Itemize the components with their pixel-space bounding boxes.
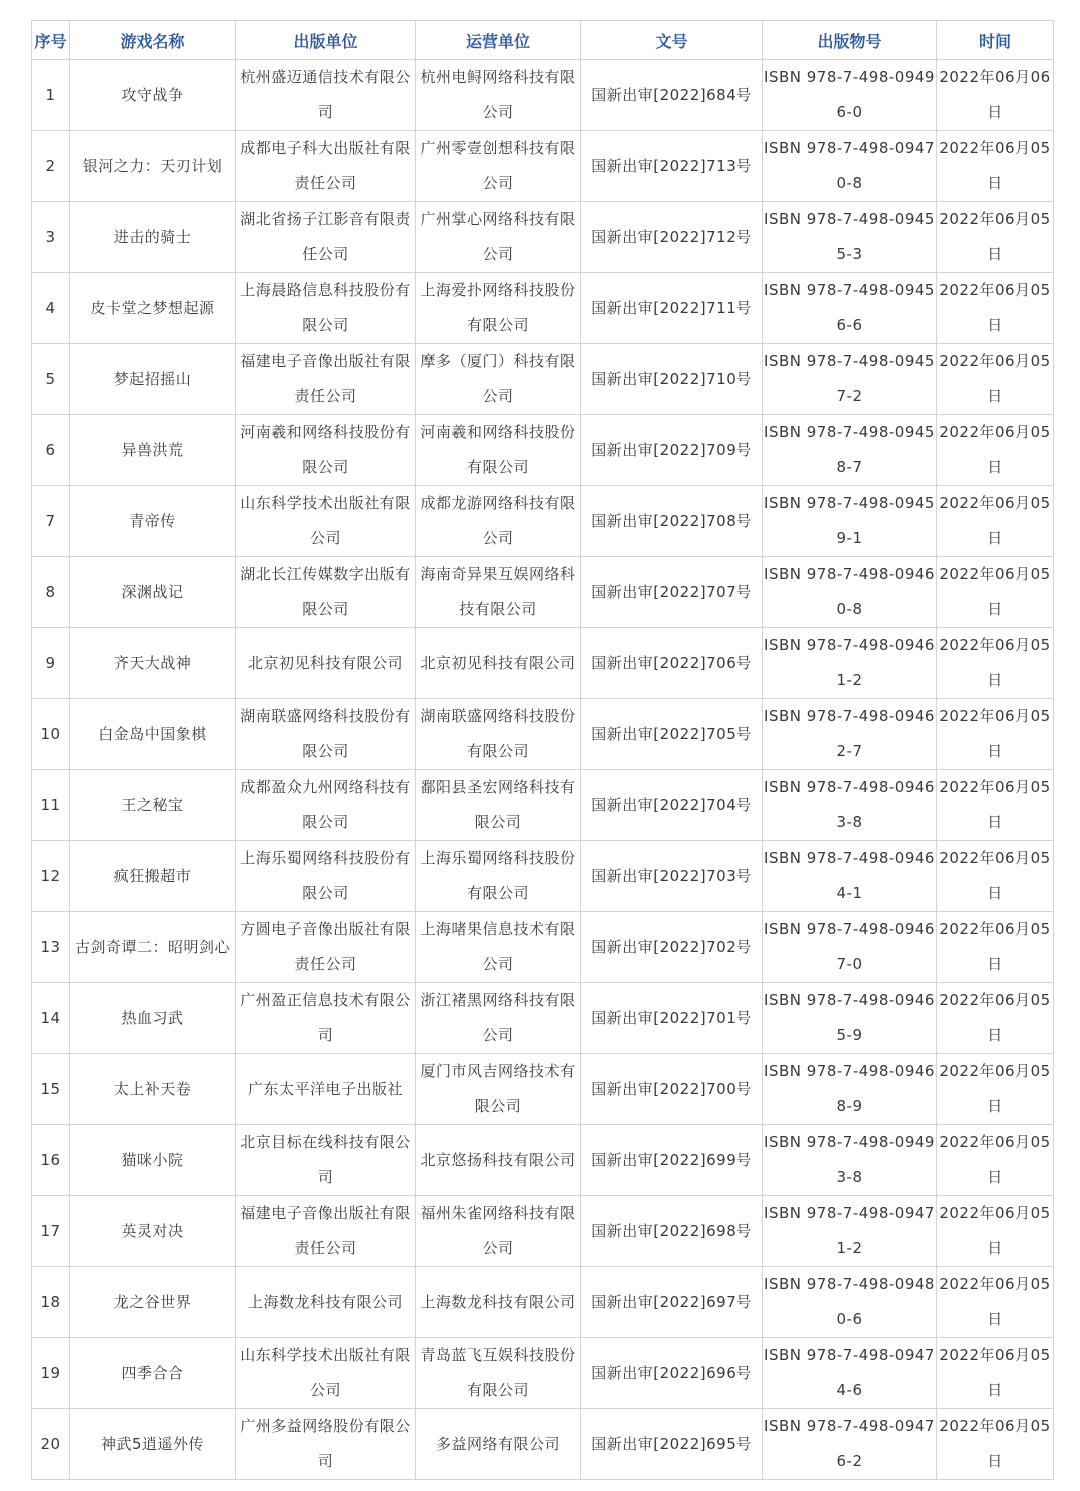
header-date: 时间 bbox=[937, 21, 1054, 60]
cell-index: 15 bbox=[32, 1054, 70, 1125]
cell-operator: 北京悠扬科技有限公司 bbox=[416, 1125, 581, 1196]
cell-operator: 多益网络有限公司 bbox=[416, 1409, 581, 1480]
cell-publisher: 杭州盛迈通信技术有限公司 bbox=[236, 60, 416, 131]
cell-publisher: 河南羲和网络科技股份有限公司 bbox=[236, 415, 416, 486]
cell-game-name: 疯狂搬超市 bbox=[70, 841, 236, 912]
game-approval-table bbox=[31, 20, 1054, 1480]
cell-approval-number: 国新出审[2022]704号 bbox=[581, 770, 763, 841]
cell-isbn: ISBN 978-7-498-09468-9 bbox=[763, 1054, 937, 1125]
cell-publisher: 广州多益网络股份有限公司 bbox=[236, 1409, 416, 1480]
cell-index: 9 bbox=[32, 628, 70, 699]
cell-operator: 上海乐蜀网络科技股份有限公司 bbox=[416, 841, 581, 912]
cell-operator: 摩多（厦门）科技有限公司 bbox=[416, 344, 581, 415]
cell-game-name: 梦起招摇山 bbox=[70, 344, 236, 415]
table-row bbox=[32, 202, 1054, 273]
header-game-name: 游戏名称 bbox=[70, 21, 236, 60]
cell-date: 2022年06月05日 bbox=[937, 415, 1054, 486]
cell-approval-number: 国新出审[2022]707号 bbox=[581, 557, 763, 628]
cell-date: 2022年06月05日 bbox=[937, 699, 1054, 770]
cell-index: 10 bbox=[32, 699, 70, 770]
cell-index: 14 bbox=[32, 983, 70, 1054]
cell-date: 2022年06月05日 bbox=[937, 841, 1054, 912]
table-row bbox=[32, 131, 1054, 202]
cell-date: 2022年06月05日 bbox=[937, 1267, 1054, 1338]
cell-isbn: ISBN 978-7-498-09471-2 bbox=[763, 1196, 937, 1267]
cell-approval-number: 国新出审[2022]703号 bbox=[581, 841, 763, 912]
cell-publisher: 福建电子音像出版社有限责任公司 bbox=[236, 344, 416, 415]
cell-game-name: 齐天大战神 bbox=[70, 628, 236, 699]
table-row bbox=[32, 699, 1054, 770]
cell-game-name: 皮卡堂之梦想起源 bbox=[70, 273, 236, 344]
cell-date: 2022年06月05日 bbox=[937, 344, 1054, 415]
cell-game-name: 龙之谷世界 bbox=[70, 1267, 236, 1338]
cell-game-name: 热血习武 bbox=[70, 983, 236, 1054]
cell-publisher: 上海数龙科技有限公司 bbox=[236, 1267, 416, 1338]
table-row bbox=[32, 60, 1054, 131]
cell-game-name: 进击的骑士 bbox=[70, 202, 236, 273]
cell-date: 2022年06月05日 bbox=[937, 770, 1054, 841]
cell-publisher: 北京目标在线科技有限公司 bbox=[236, 1125, 416, 1196]
cell-date: 2022年06月05日 bbox=[937, 273, 1054, 344]
cell-date: 2022年06月05日 bbox=[937, 1338, 1054, 1409]
cell-operator: 福州朱雀网络科技有限公司 bbox=[416, 1196, 581, 1267]
cell-date: 2022年06月05日 bbox=[937, 131, 1054, 202]
table-row bbox=[32, 486, 1054, 557]
cell-date: 2022年06月05日 bbox=[937, 557, 1054, 628]
cell-game-name: 深渊战记 bbox=[70, 557, 236, 628]
cell-game-name: 古剑奇谭二：昭明剑心 bbox=[70, 912, 236, 983]
cell-isbn: ISBN 978-7-498-09458-7 bbox=[763, 415, 937, 486]
cell-approval-number: 国新出审[2022]710号 bbox=[581, 344, 763, 415]
cell-index: 18 bbox=[32, 1267, 70, 1338]
table-body bbox=[32, 60, 1054, 1480]
cell-approval-number: 国新出审[2022]713号 bbox=[581, 131, 763, 202]
cell-isbn: ISBN 978-7-498-09464-1 bbox=[763, 841, 937, 912]
cell-index: 3 bbox=[32, 202, 70, 273]
cell-isbn: ISBN 978-7-498-09496-0 bbox=[763, 60, 937, 131]
cell-approval-number: 国新出审[2022]708号 bbox=[581, 486, 763, 557]
cell-publisher: 上海乐蜀网络科技股份有限公司 bbox=[236, 841, 416, 912]
cell-isbn: ISBN 978-7-498-09461-2 bbox=[763, 628, 937, 699]
cell-publisher: 湖北长江传媒数字出版有限公司 bbox=[236, 557, 416, 628]
cell-operator: 广州掌心网络科技有限公司 bbox=[416, 202, 581, 273]
table-row bbox=[32, 1267, 1054, 1338]
cell-index: 17 bbox=[32, 1196, 70, 1267]
cell-index: 5 bbox=[32, 344, 70, 415]
cell-operator: 湖南联盛网络科技股份有限公司 bbox=[416, 699, 581, 770]
cell-publisher: 福建电子音像出版社有限责任公司 bbox=[236, 1196, 416, 1267]
cell-index: 19 bbox=[32, 1338, 70, 1409]
cell-index: 6 bbox=[32, 415, 70, 486]
table-row bbox=[32, 1054, 1054, 1125]
cell-isbn: ISBN 978-7-498-09470-8 bbox=[763, 131, 937, 202]
cell-approval-number: 国新出审[2022]702号 bbox=[581, 912, 763, 983]
cell-index: 7 bbox=[32, 486, 70, 557]
cell-isbn: ISBN 978-7-498-09493-8 bbox=[763, 1125, 937, 1196]
cell-approval-number: 国新出审[2022]698号 bbox=[581, 1196, 763, 1267]
table-row bbox=[32, 628, 1054, 699]
table-row bbox=[32, 273, 1054, 344]
cell-index: 16 bbox=[32, 1125, 70, 1196]
cell-approval-number: 国新出审[2022]697号 bbox=[581, 1267, 763, 1338]
cell-operator: 鄱阳县圣宏网络科技有限公司 bbox=[416, 770, 581, 841]
cell-game-name: 太上补天卷 bbox=[70, 1054, 236, 1125]
header-operator: 运营单位 bbox=[416, 21, 581, 60]
cell-isbn: ISBN 978-7-498-09467-0 bbox=[763, 912, 937, 983]
cell-game-name: 猫咪小院 bbox=[70, 1125, 236, 1196]
cell-isbn: ISBN 978-7-498-09456-6 bbox=[763, 273, 937, 344]
cell-index: 12 bbox=[32, 841, 70, 912]
table-row bbox=[32, 344, 1054, 415]
table-row bbox=[32, 557, 1054, 628]
cell-index: 11 bbox=[32, 770, 70, 841]
cell-index: 1 bbox=[32, 60, 70, 131]
header-row bbox=[32, 21, 1054, 60]
cell-index: 4 bbox=[32, 273, 70, 344]
table-row bbox=[32, 770, 1054, 841]
cell-operator: 海南奇异果互娱网络科技有限公司 bbox=[416, 557, 581, 628]
cell-isbn: ISBN 978-7-498-09455-3 bbox=[763, 202, 937, 273]
cell-operator: 浙江褚黑网络科技有限公司 bbox=[416, 983, 581, 1054]
cell-game-name: 异兽洪荒 bbox=[70, 415, 236, 486]
cell-publisher: 山东科学技术出版社有限公司 bbox=[236, 486, 416, 557]
cell-game-name: 神武5逍遥外传 bbox=[70, 1409, 236, 1480]
cell-operator: 上海啫果信息技术有限公司 bbox=[416, 912, 581, 983]
cell-publisher: 广东太平洋电子出版社 bbox=[236, 1054, 416, 1125]
cell-publisher: 成都盈众九州网络科技有限公司 bbox=[236, 770, 416, 841]
cell-index: 13 bbox=[32, 912, 70, 983]
cell-index: 2 bbox=[32, 131, 70, 202]
cell-index: 20 bbox=[32, 1409, 70, 1480]
cell-approval-number: 国新出审[2022]695号 bbox=[581, 1409, 763, 1480]
cell-operator: 青岛蓝飞互娱科技股份有限公司 bbox=[416, 1338, 581, 1409]
table-row bbox=[32, 1409, 1054, 1480]
cell-publisher: 广州盈正信息技术有限公司 bbox=[236, 983, 416, 1054]
cell-approval-number: 国新出审[2022]712号 bbox=[581, 202, 763, 273]
cell-date: 2022年06月06日 bbox=[937, 60, 1054, 131]
header-isbn: 出版物号 bbox=[763, 21, 937, 60]
cell-approval-number: 国新出审[2022]706号 bbox=[581, 628, 763, 699]
cell-game-name: 攻守战争 bbox=[70, 60, 236, 131]
cell-approval-number: 国新出审[2022]705号 bbox=[581, 699, 763, 770]
cell-operator: 北京初见科技有限公司 bbox=[416, 628, 581, 699]
cell-date: 2022年06月05日 bbox=[937, 912, 1054, 983]
cell-isbn: ISBN 978-7-498-09460-8 bbox=[763, 557, 937, 628]
header-publisher: 出版单位 bbox=[236, 21, 416, 60]
cell-approval-number: 国新出审[2022]699号 bbox=[581, 1125, 763, 1196]
cell-isbn: ISBN 978-7-498-09457-2 bbox=[763, 344, 937, 415]
cell-approval-number: 国新出审[2022]711号 bbox=[581, 273, 763, 344]
cell-approval-number: 国新出审[2022]709号 bbox=[581, 415, 763, 486]
table-row bbox=[32, 912, 1054, 983]
header-approval-number: 文号 bbox=[581, 21, 763, 60]
cell-operator: 上海数龙科技有限公司 bbox=[416, 1267, 581, 1338]
cell-operator: 厦门市风吉网络技术有限公司 bbox=[416, 1054, 581, 1125]
cell-approval-number: 国新出审[2022]696号 bbox=[581, 1338, 763, 1409]
table-row bbox=[32, 1196, 1054, 1267]
table-row bbox=[32, 1338, 1054, 1409]
cell-publisher: 山东科学技术出版社有限公司 bbox=[236, 1338, 416, 1409]
cell-operator: 上海爱扑网络科技股份有限公司 bbox=[416, 273, 581, 344]
table-row bbox=[32, 983, 1054, 1054]
header-index: 序号 bbox=[32, 21, 70, 60]
cell-game-name: 白金岛中国象棋 bbox=[70, 699, 236, 770]
cell-game-name: 青帝传 bbox=[70, 486, 236, 557]
cell-approval-number: 国新出审[2022]684号 bbox=[581, 60, 763, 131]
cell-date: 2022年06月05日 bbox=[937, 486, 1054, 557]
cell-date: 2022年06月05日 bbox=[937, 202, 1054, 273]
table-row bbox=[32, 415, 1054, 486]
cell-publisher: 成都电子科大出版社有限责任公司 bbox=[236, 131, 416, 202]
cell-approval-number: 国新出审[2022]701号 bbox=[581, 983, 763, 1054]
table-row bbox=[32, 841, 1054, 912]
cell-game-name: 银河之力：天刃计划 bbox=[70, 131, 236, 202]
cell-date: 2022年06月05日 bbox=[937, 628, 1054, 699]
cell-date: 2022年06月05日 bbox=[937, 1125, 1054, 1196]
cell-game-name: 王之秘宝 bbox=[70, 770, 236, 841]
cell-isbn: ISBN 978-7-498-09480-6 bbox=[763, 1267, 937, 1338]
cell-date: 2022年06月05日 bbox=[937, 1409, 1054, 1480]
cell-publisher: 上海晨路信息科技股份有限公司 bbox=[236, 273, 416, 344]
cell-game-name: 四季合合 bbox=[70, 1338, 236, 1409]
cell-publisher: 北京初见科技有限公司 bbox=[236, 628, 416, 699]
cell-operator: 河南羲和网络科技股份有限公司 bbox=[416, 415, 581, 486]
cell-date: 2022年06月05日 bbox=[937, 983, 1054, 1054]
cell-date: 2022年06月05日 bbox=[937, 1196, 1054, 1267]
cell-index: 8 bbox=[32, 557, 70, 628]
cell-approval-number: 国新出审[2022]700号 bbox=[581, 1054, 763, 1125]
cell-publisher: 湖南联盛网络科技股份有限公司 bbox=[236, 699, 416, 770]
cell-isbn: ISBN 978-7-498-09462-7 bbox=[763, 699, 937, 770]
cell-isbn: ISBN 978-7-498-09474-6 bbox=[763, 1338, 937, 1409]
cell-operator: 成都龙游网络科技有限公司 bbox=[416, 486, 581, 557]
cell-game-name: 英灵对决 bbox=[70, 1196, 236, 1267]
table-row bbox=[32, 1125, 1054, 1196]
cell-isbn: ISBN 978-7-498-09463-8 bbox=[763, 770, 937, 841]
cell-publisher: 方圆电子音像出版社有限责任公司 bbox=[236, 912, 416, 983]
cell-publisher: 湖北省扬子江影音有限责任公司 bbox=[236, 202, 416, 273]
cell-isbn: ISBN 978-7-498-09459-1 bbox=[763, 486, 937, 557]
cell-operator: 广州零壹创想科技有限公司 bbox=[416, 131, 581, 202]
cell-operator: 杭州电鲟网络科技有限公司 bbox=[416, 60, 581, 131]
cell-isbn: ISBN 978-7-498-09465-9 bbox=[763, 983, 937, 1054]
cell-isbn: ISBN 978-7-498-09476-2 bbox=[763, 1409, 937, 1480]
cell-date: 2022年06月05日 bbox=[937, 1054, 1054, 1125]
